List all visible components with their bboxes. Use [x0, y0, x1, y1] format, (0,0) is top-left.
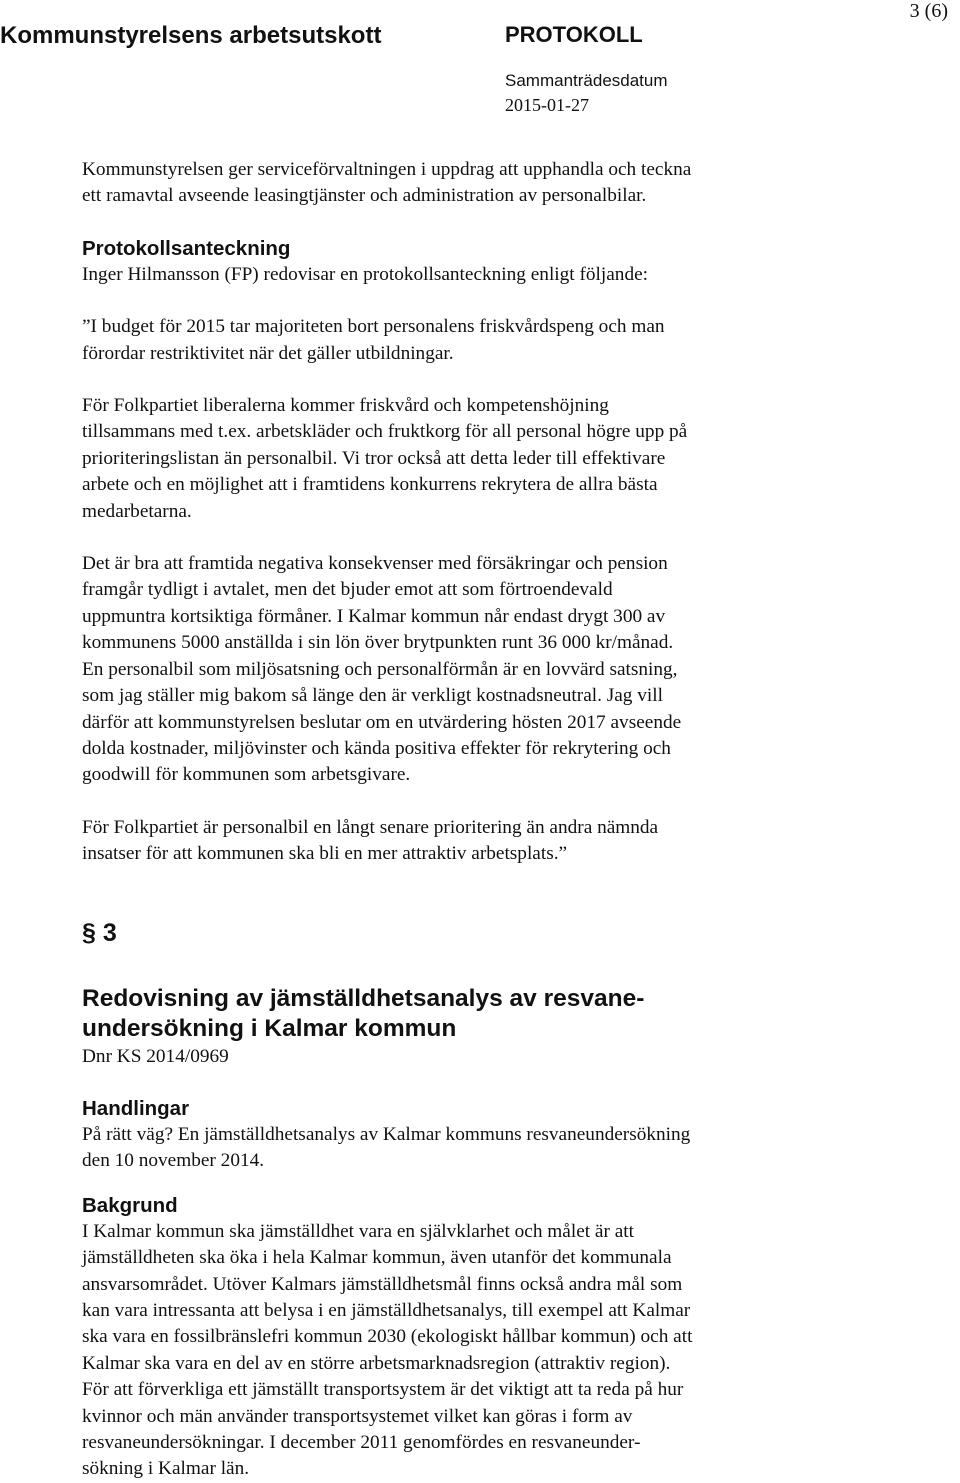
meeting-date: 2015-01-27 — [505, 95, 589, 115]
quote-line: goodwill för kommunen som arbetsgivare. — [82, 764, 411, 786]
bakgrund-line: resvaneundersökningar. I december 2011 genomfördes en resvaneunder- — [82, 1432, 641, 1453]
bakgrund-line: Kalmar ska vara en del av en större arbetsmarknadsregion (attraktiv region). — [82, 1352, 671, 1374]
bakgrund-heading: Bakgrund — [82, 1193, 178, 1217]
spacer — [82, 367, 942, 393]
note-intro: Inger Hilmansson (FP) redovisar en protokollsanteckning enligt följande: — [82, 263, 649, 285]
spacer — [82, 1175, 942, 1193]
spacer — [82, 868, 942, 918]
quote-line: tillsammans med t.ex. arbetskläder och fruktkorg för all personal högre upp på — [82, 421, 688, 443]
quote-line: som jag ställer mig bakom så länge den är verkligt kostnadsneutral. Jag vill — [82, 685, 663, 707]
bakgrund-line: kvinnor och män använder transportsystemet vilket kan göras i form av — [82, 1405, 633, 1427]
spacer — [82, 210, 942, 236]
case-number: Dnr KS 2014/0969 — [82, 1045, 229, 1067]
quote-line: därför att kommunstyrelsen beslutar om en utvärdering hösten 2017 avseende — [82, 711, 682, 733]
handlingar-heading: Handlingar — [82, 1096, 190, 1120]
meeting-date-label: Sammanträdesdatum — [505, 71, 668, 90]
section-title-line: Redovisning av jämställdhetsanalys av resvane- — [82, 984, 645, 1012]
spacer — [82, 948, 942, 984]
quote-line: förordar restriktivitet när det gäller utbildningar. — [82, 342, 454, 364]
document-body — [82, 157, 942, 1483]
bakgrund-line: sökning i Kalmar län. — [82, 1458, 250, 1480]
bakgrund-line: jämställdheten ska öka i hela Kalmar kommun, även utanför det kommunala — [82, 1247, 672, 1269]
quote-line: Det är bra att framtida negativa konsekvenser med försäkringar och pension — [82, 553, 668, 575]
quote-line: insatser för att kommunen ska bli en mer attraktiv arbetsplats.” — [82, 843, 568, 865]
document-type: PROTOKOLL — [505, 22, 643, 47]
handlingar-line: den 10 november 2014. — [82, 1150, 265, 1172]
spacer — [82, 1070, 942, 1096]
quote-line: framgår tydligt i avtalet, men det bjuder emot att som förtroendevald — [82, 579, 613, 601]
decision-line: ett ramavtal avseende leasingtjänster och administration av personalbilar. — [82, 185, 647, 207]
committee-name: Kommunstyrelsens arbetsutskott — [0, 22, 382, 49]
note-heading: Protokollsanteckning — [82, 236, 291, 260]
spacer — [82, 789, 942, 815]
page-number: 3 (6) — [909, 0, 948, 22]
page-header — [0, 0, 960, 120]
quote-line: prioriteringslistan än personalbil. Vi tror också att detta leder till effektivare — [82, 447, 666, 469]
bakgrund-line: För att förverkliga ett jämställt transportsystem är det viktigt att ta reda på hur — [82, 1379, 684, 1401]
spacer — [82, 288, 942, 314]
bakgrund-line: ska vara en fossilbränslefri kommun 2030 (ekologiskt hållbar kommun) och att — [82, 1326, 693, 1348]
quote-line: För Folkpartiet är personalbil en långt senare prioritering än andra nämnda — [82, 816, 659, 838]
quote-line: arbete och en möjlighet att i framtidens konkurrens rekrytera de allra bästa — [82, 474, 658, 496]
section-number: § 3 — [82, 918, 117, 947]
bakgrund-line: kan vara intressanta att belysa i en jämställdhetsanalys, till exempel att Kalmar — [82, 1299, 691, 1321]
quote-line: För Folkpartiet liberalerna kommer friskvård och kompetenshöjning — [82, 395, 609, 417]
quote-line: medarbetarna. — [82, 500, 192, 522]
bakgrund-line: ansvarsområdet. Utöver Kalmars jämställdhetsmål finns också andra mål som — [82, 1273, 683, 1295]
quote-line: En personalbil som miljösatsning och personalförmån är en lovvärd satsning, — [82, 658, 678, 680]
quote-line: uppmuntra kortsiktiga förmåner. I Kalmar kommun når endast drygt 300 av — [82, 605, 666, 627]
quote-line: kommunens 5000 anställda i sin lön över brytpunkten runt 36 000 kr/månad. — [82, 632, 674, 654]
quote-line: dolda kostnader, miljövinster och kända positiva effekter för rekrytering och — [82, 737, 671, 759]
decision-line: Kommunstyrelsen ger serviceförvaltningen i uppdrag att upphandla och teckna — [82, 159, 692, 180]
bakgrund-line: I Kalmar kommun ska jämställdhet vara en självklarhet och målet är att — [82, 1220, 635, 1242]
section-title-line: undersökning i Kalmar kommun — [82, 1014, 457, 1042]
quote-line: ”I budget för 2015 tar majoriteten bort personalens friskvårdspeng och man — [82, 316, 665, 338]
handlingar-line: På rätt väg? En jämställdhetsanalys av Kalmar kommuns resvaneundersökning — [82, 1123, 691, 1145]
spacer — [82, 525, 942, 551]
